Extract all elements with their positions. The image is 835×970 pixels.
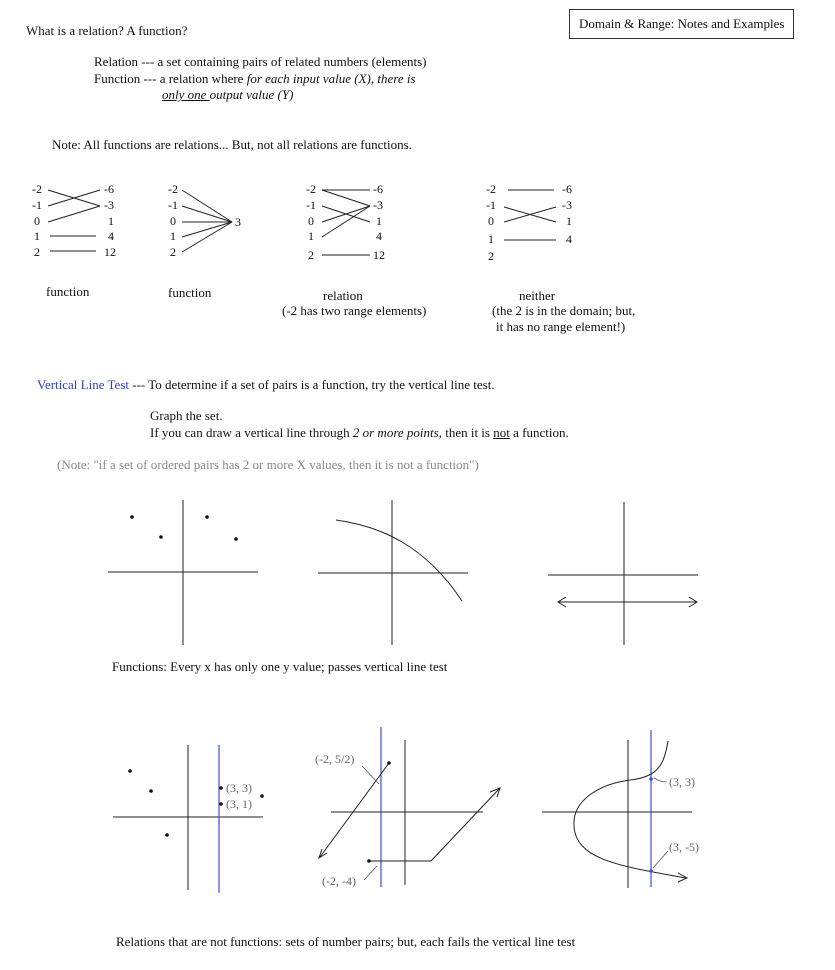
m3-caption-detail: (-2 has two range elements): [282, 303, 427, 318]
m2-range-0: 3: [235, 215, 241, 229]
m4-domain-0: -2: [486, 182, 496, 196]
m3-range-2: 1: [376, 214, 382, 228]
function-definition-prefix: Function --- a relation where: [94, 71, 247, 86]
m3-caption: relation: [323, 288, 363, 303]
graph-sideways-curve-relation: [542, 730, 692, 888]
graph-points-relation: [113, 745, 264, 893]
step2-not-underlined: not: [493, 425, 510, 440]
label-point-neg2-5-2: (-2, 5/2): [315, 752, 355, 766]
function-definition-italic: for each input value (X), there is: [246, 71, 416, 86]
m4-domain-3: 1: [488, 232, 494, 246]
graph-parallelogram-relation: [319, 727, 500, 887]
label-point-3-neg5: (3, -5): [669, 840, 699, 854]
m1-range-2: 1: [108, 214, 114, 228]
ordered-pairs-note: (Note: "if a set of ordered pairs has 2 or more X values, then it is not a function"): [57, 457, 479, 472]
m4-caption-detail-1: (the 2 is in the domain; but,: [492, 303, 636, 318]
m2-domain-4: 2: [170, 245, 176, 259]
m4-caption-detail-2: it has no range element!): [496, 319, 626, 334]
m4-range-3: 4: [566, 232, 572, 246]
m1-domain-3: 1: [34, 229, 40, 243]
label-point-neg2-neg4: (-2, -4): [322, 874, 356, 888]
m1-range-1: -3: [104, 198, 114, 212]
m2-domain-2: 0: [170, 214, 176, 228]
m4-caption: neither: [519, 288, 556, 303]
m1-domain-2: 0: [34, 214, 40, 228]
step2-italic: 2 or more points: [352, 425, 439, 440]
vertical-line-test-description: --- To determine if a set of pairs is a function, try the vertical line test.: [128, 377, 495, 392]
m2-domain-3: 1: [170, 229, 176, 243]
step-graph-set: Graph the set.: [150, 408, 223, 423]
m1-domain-4: 2: [34, 245, 40, 259]
step2-text-a: If you can draw a vertical line through: [150, 425, 353, 440]
m3-range-4: 12: [373, 248, 385, 262]
step2-text-c: a function.: [509, 425, 569, 440]
m3-domain-2: 0: [308, 214, 314, 228]
label-point-3-3-a: (3, 3): [226, 781, 252, 795]
step2-text-b: , then it is: [438, 425, 494, 440]
output-value-text: output value (Y): [209, 87, 294, 102]
title-box: Domain & Range: Notes and Examples: [569, 9, 794, 39]
m3-domain-3: 1: [308, 229, 314, 243]
label-point-3-3-c: (3, 3): [669, 775, 695, 789]
m1-domain-1: -1: [32, 198, 42, 212]
vertical-line-test-label: Vertical Line Test: [37, 377, 129, 392]
m4-domain-2: 0: [488, 214, 494, 228]
m3-domain-1: -1: [306, 198, 316, 212]
m4-range-2: 1: [566, 214, 572, 228]
m1-range-3: 4: [108, 229, 114, 243]
relation-definition: Relation --- a set containing pairs of related numbers (elements): [94, 54, 427, 69]
note-functions-relations: Note: All functions are relations... But, not all relations are functions.: [52, 137, 412, 152]
m4-range-0: -6: [562, 182, 572, 196]
m2-domain-1: -1: [168, 198, 178, 212]
m4-range-1: -3: [562, 198, 572, 212]
m1-domain-0: -2: [32, 182, 42, 196]
label-point-3-1: (3, 1): [226, 797, 252, 811]
m3-domain-4: 2: [308, 248, 314, 262]
only-one-underlined: only one: [162, 87, 210, 102]
functions-caption: Functions: Every x has only one y value; passes vertical line test: [112, 659, 448, 674]
m2-domain-0: -2: [168, 182, 178, 196]
m1-range-0: -6: [104, 182, 114, 196]
m3-domain-0: -2: [306, 182, 316, 196]
m1-caption: function: [46, 284, 90, 299]
m4-domain-4: 2: [488, 249, 494, 263]
relations-caption: Relations that are not functions: sets of number pairs; but, each fails the vertical line test: [116, 934, 576, 949]
m3-range-3: 4: [376, 229, 382, 243]
m3-range-0: -6: [373, 182, 383, 196]
m1-range-4: 12: [104, 245, 116, 259]
m3-range-1: -3: [373, 198, 383, 212]
m2-caption: function: [168, 285, 212, 300]
m4-domain-1: -1: [486, 198, 496, 212]
intro-question: What is a relation? A function?: [26, 23, 188, 38]
